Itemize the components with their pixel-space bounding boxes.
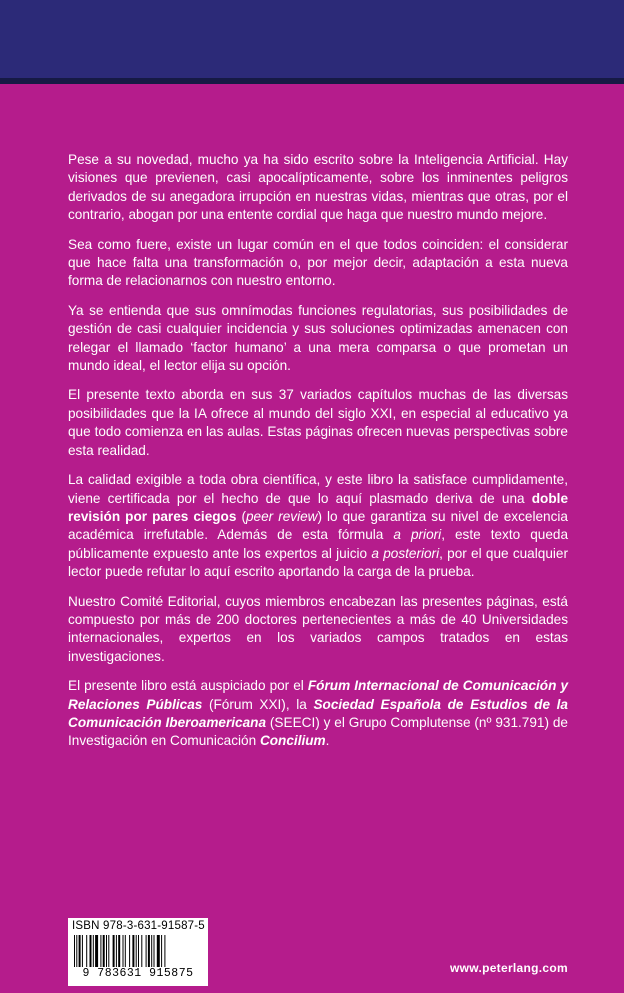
p5-italic-a-posteriori: a posteriori — [371, 545, 440, 561]
barcode-bar — [118, 935, 120, 967]
p7-text-3: (SEECI) y el Grupo Complutense (nº 931.791) de Investigación en Comunicación — [68, 714, 568, 749]
barcode-bar — [164, 935, 165, 967]
p7-forum-name: Fórum Internacional de Comunicación y Relaciones Públicas — [68, 678, 569, 712]
barcode-bar — [74, 935, 75, 967]
barcode-bar — [116, 935, 117, 967]
paragraph-7 — [68, 677, 568, 751]
barcode-bar — [151, 935, 152, 967]
barcode-bar — [86, 935, 87, 967]
top-divider — [0, 78, 624, 84]
barcode-bar — [79, 935, 81, 967]
p7-concilium-name: Concilium — [259, 733, 326, 749]
barcode-bar — [132, 935, 134, 967]
barcode-bar — [148, 935, 150, 967]
barcode-bar — [123, 935, 124, 967]
barcode-bar — [106, 935, 107, 967]
paragraph-2: Sea como fuere, existe un lugar común en el que todos coinciden: el considerar que hace falta una transformación o, por mejor decir, adaptación a esta nueva forma de relacionarnos con nuestro entorno. — [68, 236, 568, 289]
barcode-bar — [76, 935, 77, 967]
p5-bold-peer-review-label: doble revisión por pares ciegos — [68, 490, 568, 524]
paragraph-3: Ya se entienda que sus omnímodas funciones regulatorias, sus posibilidades de gestión de casi cualquier incidencia y sus soluciones optimizadas amenacen con relegar el llamado ‘factor humano’ a una mera comparsa o que prometan un mundo ideal, el lector elija su opción. — [68, 302, 568, 374]
back-cover-text — [68, 151, 568, 762]
barcode-bar — [93, 935, 94, 967]
barcode-bar — [90, 935, 92, 967]
barcode-bar — [129, 935, 130, 967]
publisher-website[interactable]: www.peterlang.com — [449, 961, 568, 975]
barcode-bar — [146, 935, 147, 967]
p7-text-1: El presente libro está auspiciado por el — [68, 678, 308, 694]
barcode-bar — [108, 935, 109, 967]
p7-text-2: (Fórum XXI), la — [202, 696, 314, 712]
isbn-barcode — [68, 918, 208, 986]
p7-society-name: Sociedad Española de Estudios de la Comunicación Iberoamericana — [68, 696, 568, 730]
paragraph-1: Pese a su novedad, mucho ya ha sido escrito sobre la Inteligencia Artificial. Hay visiones que previenen, casi apocalípticamente, sobre los inminentes peligros derivados de su anegadora irrupción en nuestras vidas, mientras que otras, por el contrario, abogan por una entente cordial que haga que nuestro mundo mejore. — [68, 152, 568, 223]
paragraph-6: Nuestro Comité Editorial, cuyos miembros encabezan las presentes páginas, está compuesto por más de 200 doctores pertenecientes a más de 40 Universidades internacionales, expertos en los variados campos tratados en estas investigaciones. — [68, 593, 568, 664]
p5-text-5: , por el que cualquier lector puede refutar lo aquí escrito aportando la carga de la prueba. — [68, 545, 568, 580]
barcode-bar — [161, 935, 162, 967]
barcode-bar — [82, 935, 83, 967]
p5-text-2: ( — [236, 508, 246, 524]
barcode-bars — [72, 935, 204, 967]
p5-italic-a-priori: a priori — [393, 527, 442, 543]
barcode-bar — [136, 935, 137, 967]
top-band — [0, 0, 624, 78]
barcode-bar — [141, 935, 142, 967]
isbn-label: ISBN 978-3-631-91587-5 — [72, 920, 205, 932]
p5-text-4: , este texto queda públicamente expuesto ante los expertos al juicio — [68, 527, 569, 561]
p5-text-3: ) lo que garantiza su nivel de excelencia académica irrefutable. Además de esta fórmula — [68, 508, 568, 543]
paragraph-5 — [68, 471, 568, 581]
barcode-bar — [100, 935, 101, 967]
barcode-bar — [95, 935, 98, 967]
paragraph-4: El presente texto aborda en sus 37 variados capítulos muchas de las diversas posibilidades que la IA ofrece al mundo del siglo XXI, en especial al educativo ya que todo comienza en las aulas. Estas páginas ofrecen nuevas perspectivas sobre esta realidad. — [68, 387, 568, 458]
p5-text-1: La calidad exigible a toda obra científica, y este libro la satisface cumplidamente, viene certificada por el hecho de que lo aquí plasmado deriva de una — [68, 472, 568, 506]
barcode-bar — [157, 935, 160, 967]
barcode-bar — [125, 935, 126, 967]
barcode-bar — [138, 935, 139, 967]
barcode-bar — [154, 935, 155, 967]
barcode-bar — [103, 935, 105, 967]
barcode-bar — [113, 935, 115, 967]
barcode-digits: 9 783631 915875 — [82, 967, 194, 980]
p7-text-4: . — [325, 733, 330, 749]
p5-italic-peer-review: peer review — [245, 508, 318, 524]
